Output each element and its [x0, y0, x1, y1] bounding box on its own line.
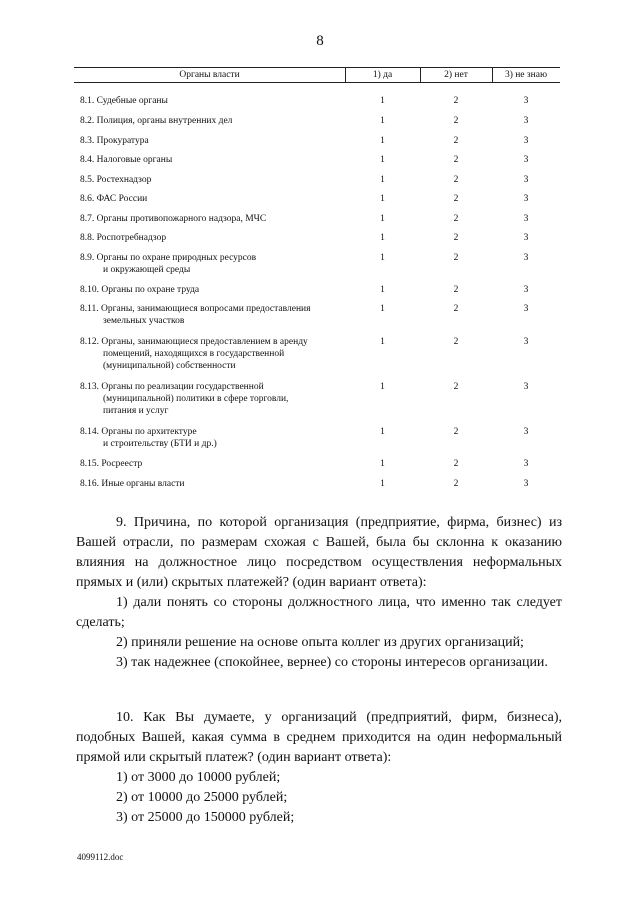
row-authority-name — [80, 232, 348, 244]
row-authority-name — [80, 336, 348, 372]
row-no-code: 2 — [453, 285, 459, 295]
header-authorities: Органы власти — [179, 70, 240, 80]
row-dont-know-code: 3 — [523, 285, 529, 295]
row-authority-name — [80, 154, 348, 166]
row-yes-code: 1 — [380, 382, 385, 392]
row-authority-name — [80, 426, 348, 450]
question-10-option-1: 1) от 3000 до 10000 рублей; — [116, 770, 281, 785]
row-authority-line: 8.11. Органы, занимающиеся вопросами предоставления — [80, 304, 311, 314]
row-yes-code: 1 — [380, 304, 385, 314]
question-9-option-2: 2) приняли решение на основе опыта коллег из других организаций; — [116, 635, 524, 650]
row-authority-line: 8.10. Органы по охране труда — [80, 285, 200, 295]
row-dont-know-code: 3 — [523, 337, 529, 347]
row-authority-line: 8.6. ФАС России — [80, 194, 148, 204]
row-authority-name — [80, 213, 348, 225]
row-authority-name — [80, 115, 348, 127]
header-yes: 1) да — [372, 70, 393, 80]
row-dont-know-code: 3 — [523, 233, 529, 243]
row-dont-know-code: 3 — [523, 304, 529, 314]
question-9-option-3: 3) так надежнее (спокойнее, вернее) со стороны интересов организации. — [116, 655, 548, 670]
row-dont-know-code: 3 — [523, 194, 529, 204]
row-authority-line: (муниципальной) собственности — [103, 361, 236, 371]
row-authority-line: питания и услуг — [103, 406, 169, 416]
question-10-option-2: 2) от 10000 до 25000 рублей; — [116, 790, 288, 805]
row-authority-name — [80, 381, 348, 417]
row-dont-know-code: 3 — [523, 214, 529, 224]
row-dont-know-code: 3 — [523, 136, 529, 146]
header-divider — [492, 68, 493, 82]
footer-filename: 4099112.doc — [77, 852, 124, 862]
table-header — [74, 67, 560, 83]
row-yes-code: 1 — [380, 175, 385, 185]
row-no-code: 2 — [453, 175, 459, 185]
row-yes-code: 1 — [380, 136, 385, 146]
row-authority-line: 8.1. Судебные органы — [80, 96, 168, 106]
row-yes-code: 1 — [380, 459, 385, 469]
row-authority-name — [80, 95, 348, 107]
row-yes-code: 1 — [380, 96, 385, 106]
row-authority-line: 8.5. Ростехнадзор — [80, 175, 152, 185]
row-dont-know-code: 3 — [523, 382, 529, 392]
row-authority-line: 8.13. Органы по реализации государственной — [80, 382, 264, 392]
row-yes-code: 1 — [380, 479, 385, 489]
row-no-code: 2 — [453, 96, 459, 106]
row-authority-line: и окружающей среды — [103, 265, 191, 275]
row-yes-code: 1 — [380, 233, 385, 243]
row-authority-name — [80, 193, 348, 205]
question-10-option-3: 3) от 25000 до 150000 рублей; — [116, 810, 295, 825]
row-no-code: 2 — [453, 382, 459, 392]
row-no-code: 2 — [453, 155, 459, 165]
row-dont-know-code: 3 — [523, 427, 529, 437]
row-no-code: 2 — [453, 479, 459, 489]
row-yes-code: 1 — [380, 155, 385, 165]
row-no-code: 2 — [453, 459, 459, 469]
row-no-code: 2 — [453, 116, 459, 126]
row-authority-name — [80, 284, 348, 296]
header-dont-know: 3) не знаю — [504, 70, 548, 80]
row-yes-code: 1 — [380, 337, 385, 347]
row-authority-name — [80, 458, 348, 470]
row-authority-line: земельных участков — [103, 316, 185, 326]
page-number: 8 — [316, 33, 324, 49]
row-dont-know-code: 3 — [523, 116, 529, 126]
row-authority-name — [80, 303, 348, 327]
row-authority-line: (муниципальной) политики в сфере торговли, — [103, 394, 289, 404]
question-10 — [76, 708, 562, 828]
row-yes-code: 1 — [380, 116, 385, 126]
row-authority-line: 8.16. Иные органы власти — [80, 479, 185, 489]
question-9 — [76, 513, 562, 673]
row-authority-line: 8.2. Полиция, органы внутренних дел — [80, 116, 233, 126]
row-dont-know-code: 3 — [523, 155, 529, 165]
row-authority-line: 8.4. Налоговые органы — [80, 155, 173, 165]
row-yes-code: 1 — [380, 427, 385, 437]
row-dont-know-code: 3 — [523, 175, 529, 185]
row-authority-name — [80, 174, 348, 186]
row-authority-line: 8.3. Прокуратура — [80, 136, 149, 146]
row-authority-line: и строительству (БТИ и др.) — [103, 439, 217, 449]
survey-table — [74, 67, 560, 489]
row-yes-code: 1 — [380, 285, 385, 295]
row-no-code: 2 — [453, 253, 459, 263]
row-dont-know-code: 3 — [523, 253, 529, 263]
question-9-text: 9. Причина, по которой организация (предприятие, фирма, бизнес) из Вашей отрасли, по размерам схожая с Вашей, была бы склонна к оказанию влияния на должностное лицо посредством осуществления неформальных прямых и (или) скрытых платежей? (один вариант ответа): — [76, 515, 562, 590]
row-dont-know-code: 3 — [523, 479, 529, 489]
row-no-code: 2 — [453, 337, 459, 347]
row-authority-line: 8.15. Росреестр — [80, 459, 143, 469]
question-10-text: 10. Как Вы думаете, у организаций (предприятий, фирм, бизнеса), подобных Вашей, какая сумма в среднем приходится на один неформальный прямой или скрытый платеж? (один вариант ответа): — [76, 710, 562, 765]
row-no-code: 2 — [453, 136, 459, 146]
row-authority-line: 8.14. Органы по архитектуре — [80, 427, 197, 437]
row-authority-name — [80, 135, 348, 147]
row-no-code: 2 — [453, 233, 459, 243]
row-authority-line: 8.7. Органы противопожарного надзора, МЧС — [80, 214, 267, 224]
row-dont-know-code: 3 — [523, 459, 529, 469]
row-no-code: 2 — [453, 427, 459, 437]
row-authority-line: 8.9. Органы по охране природных ресурсов — [80, 253, 257, 263]
row-authority-line: помещений, находящихся в государственной — [103, 349, 285, 359]
row-authority-line: 8.8. Роспотребнадзор — [80, 233, 167, 243]
row-yes-code: 1 — [380, 194, 385, 204]
row-yes-code: 1 — [380, 253, 385, 263]
row-dont-know-code: 3 — [523, 96, 529, 106]
header-divider — [420, 68, 421, 82]
row-authority-name — [80, 478, 348, 490]
row-yes-code: 1 — [380, 214, 385, 224]
row-authority-name — [80, 252, 348, 276]
row-no-code: 2 — [453, 194, 459, 204]
row-no-code: 2 — [453, 214, 459, 224]
question-9-option-1: 1) дали понять со стороны должностного лица, что именно так следует сделать; — [76, 595, 562, 630]
row-no-code: 2 — [453, 304, 459, 314]
header-no: 2) нет — [444, 70, 468, 80]
row-authority-line: 8.12. Органы, занимающиеся предоставлением в аренду — [80, 337, 308, 347]
header-divider — [345, 68, 346, 82]
